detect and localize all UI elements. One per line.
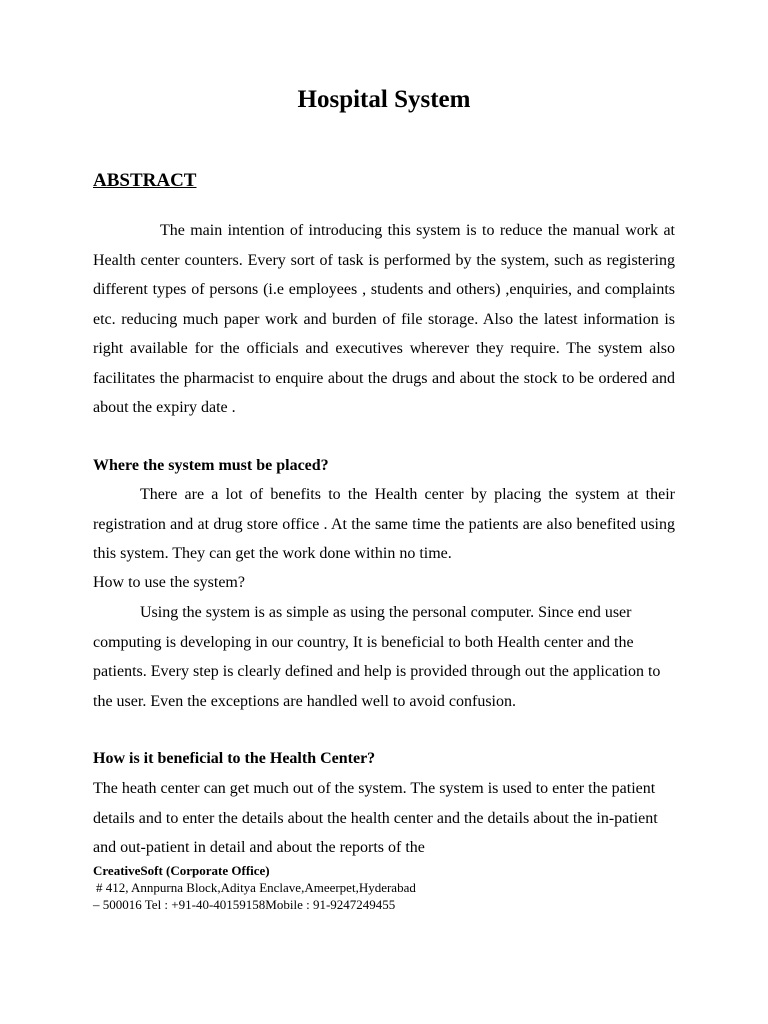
footer-company: CreativeSoft (Corporate Office)	[93, 863, 270, 878]
document-title: Hospital System	[297, 86, 471, 113]
usage-paragraph: Using the system is as simple as using the personal computer. Since end user computing is developing in our country, It is beneficial to both Health center and the patients. Every step is clearly defined and help is provided through out the application to the user. Even the exceptions are handled well to avoid confusion.	[93, 604, 661, 710]
placement-paragraph: There are a lot of benefits to the Health center by placing the system at their registration and at drug store office . At the same time the patients are also benefited using this system. They can get the work done within no time.	[93, 486, 675, 562]
abstract-heading: ABSTRACT	[93, 170, 197, 191]
benefits-paragraph: The heath center can get much out of the system. The system is used to enter the patient details and to enter the details about the health center and the details about the in-patient and out-patient in detail and about the reports of the	[93, 780, 658, 856]
footer-phone: – 500016 Tel : +91-40-40159158Mobile : 91-9247249455	[93, 897, 396, 912]
section-heading-benefits: How is it beneficial to the Health Center?	[93, 750, 376, 767]
abstract-paragraph: The main intention of introducing this system is to reduce the manual work at Health center counters. Every sort of task is performed by the system, such as registering different types of persons (i.e employees , students and others) ,enquiries, and complaints etc. reducing much paper work and burden of file storage. Also the latest information is right available for the officials and executives wherever they require. The system also facilitates the pharmacist to enquire about the drugs and about the stock to be ordered and about the expiry date .	[93, 222, 675, 416]
footer-address: # 412, Annpurna Block,Aditya Enclave,Ameerpet,Hyderabad	[96, 880, 416, 895]
section-heading-usage: How to use the system?	[93, 574, 245, 591]
section-heading-placement: Where the system must be placed?	[93, 457, 329, 474]
